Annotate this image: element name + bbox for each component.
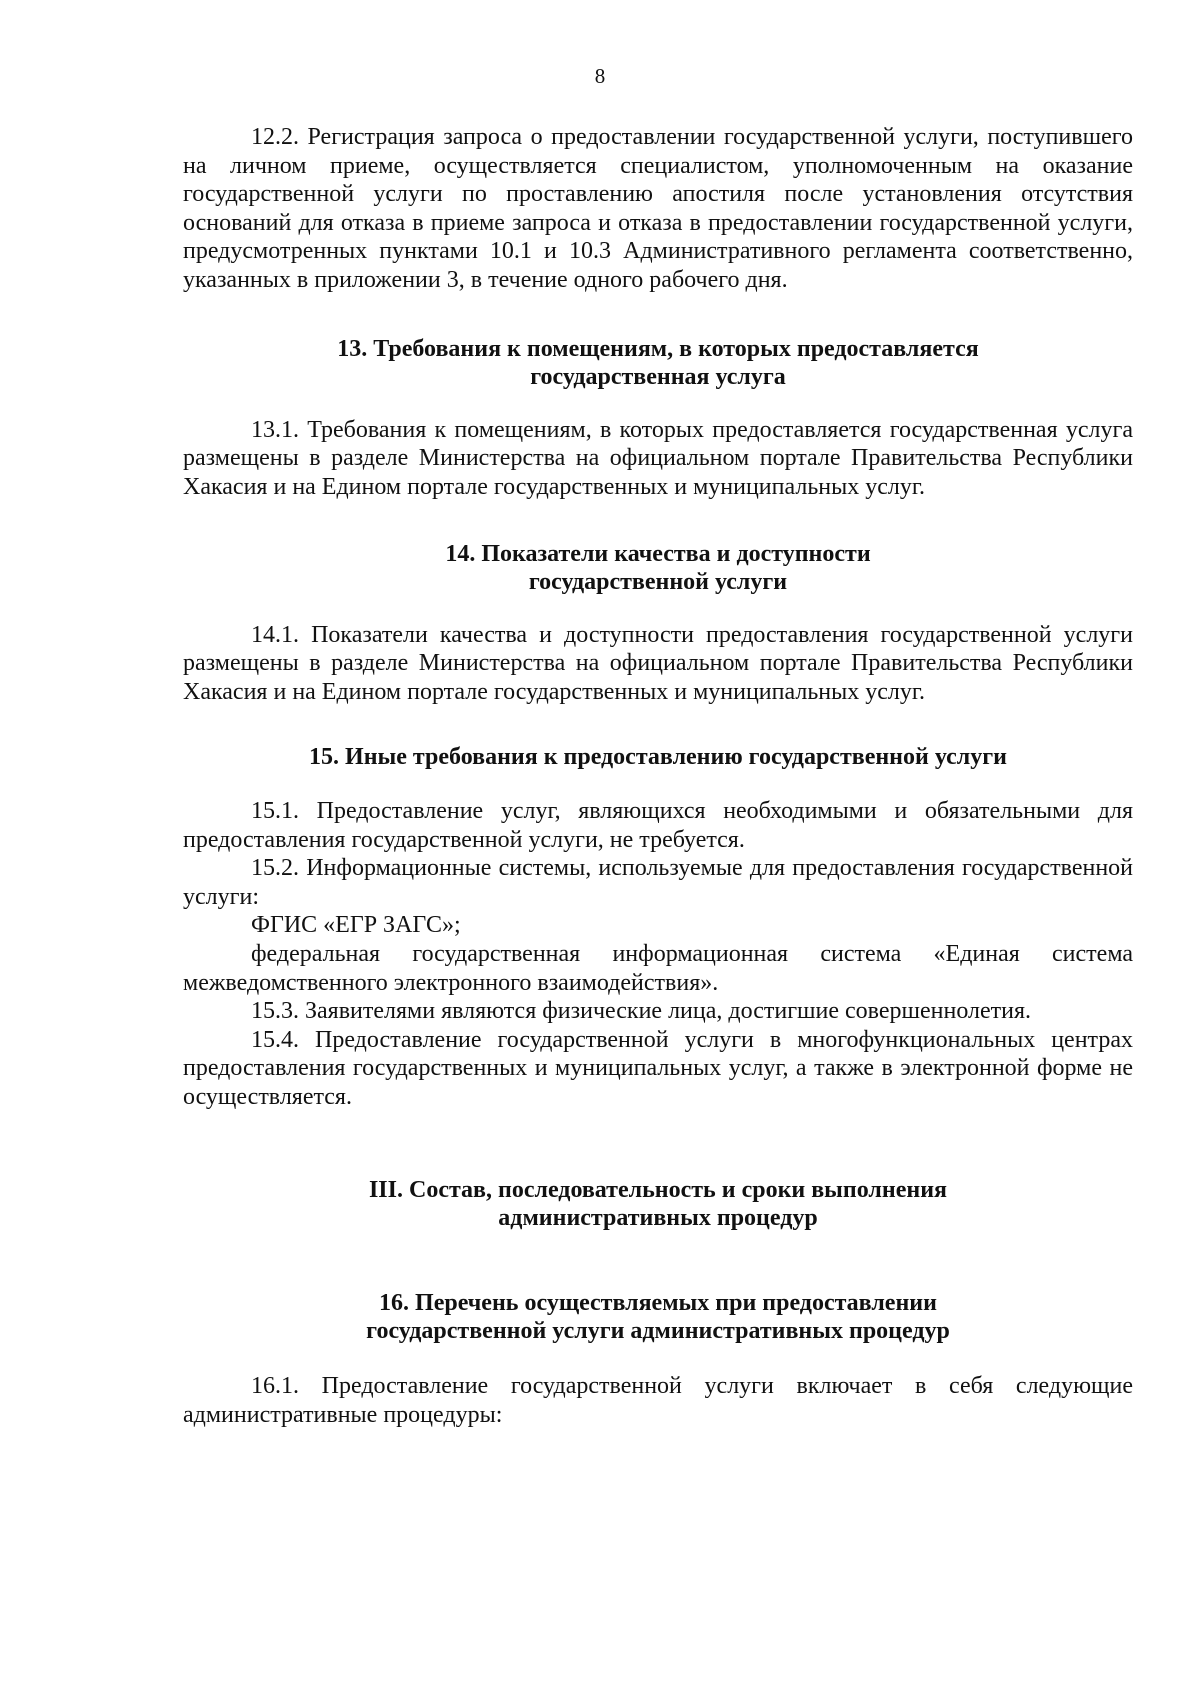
paragraph-14-1: 14.1. Показатели качества и доступности предоставления государственной услуги размещены в разделе Министерства на официальном портале Правительства Республики Хакасия и на Едином портале государственных и муниципальных услуг. [183, 621, 1133, 705]
heading-section-3-line-2: административных процедур [498, 1205, 818, 1232]
paragraph-13-1: 13.1. Требования к помещениям, в которых предоставляется государственная услуга размещены в разделе Министерства на официальном портале Правительства Республики Хакасия и на Едином портале государственных и муниципальных услуг. [183, 416, 1133, 500]
heading-15: 15. Иные требования к предоставлению государственной услуги [309, 743, 1007, 770]
paragraph-15-2: 15.2. Информационные системы, используемые для предоставления государственной услуги: [183, 855, 1133, 910]
heading-13-line-1: 13. Требования к помещениям, в которых предоставляется [337, 335, 979, 362]
heading-16 [183, 1289, 1133, 1346]
heading-14-line-2: государственной услуги [528, 569, 788, 596]
heading-section-3-line-1: III. Состав, последовательность и сроки выполнения [368, 1176, 948, 1203]
heading-16-line-2: государственной услуги административных процедур [366, 1318, 950, 1345]
heading-section-3 [183, 1176, 1133, 1233]
paragraph-15-2-item-2: федеральная государственная информационная система «Единая система межведомственного электронного взаимодействия». [183, 941, 1133, 996]
paragraph-12-2: 12.2. Регистрация запроса о предоставлении государственной услуги, поступившего на личном приеме, осуществляется специалистом, уполномоченным на оказание государственной услуги по проставлению апостиля после установления отсутствия оснований для отказа в приеме запроса и отказа в предоставлении государственной услуги, предусмотренных пунктами 10.1 и 10.3 Административного регламента соответственно, указанных в приложении 3, в течение одного рабочего дня. [183, 124, 1133, 293]
paragraph-15-3: 15.3. Заявителями являются физические лица, достигшие совершеннолетия. [251, 998, 1032, 1025]
heading-14-line-1: 14. Показатели качества и доступности [445, 540, 871, 567]
document-body [183, 123, 1133, 1429]
paragraph-15-1: 15.1. Предоставление услуг, являющихся необходимыми и обязательными для предоставления государственной услуги, не требуется. [183, 798, 1133, 853]
heading-13 [183, 335, 1133, 392]
heading-13-line-2: государственная услуга [530, 364, 786, 391]
paragraph-15-2-item-1: ФГИС «ЕГР ЗАГС»; [251, 912, 461, 939]
heading-14 [183, 540, 1133, 597]
paragraph-16-1: 16.1. Предоставление государственной услуги включает в себя следующие административные процедуры: [183, 1373, 1133, 1428]
paragraph-15-4: 15.4. Предоставление государственной услуги в многофункциональных центрах предоставления государственных и муниципальных услуг, а также в электронной форме не осуществляется. [183, 1026, 1133, 1111]
page-number: 8 [594, 64, 606, 88]
heading-16-line-1: 16. Перечень осуществляемых при предоставлении [379, 1289, 937, 1316]
